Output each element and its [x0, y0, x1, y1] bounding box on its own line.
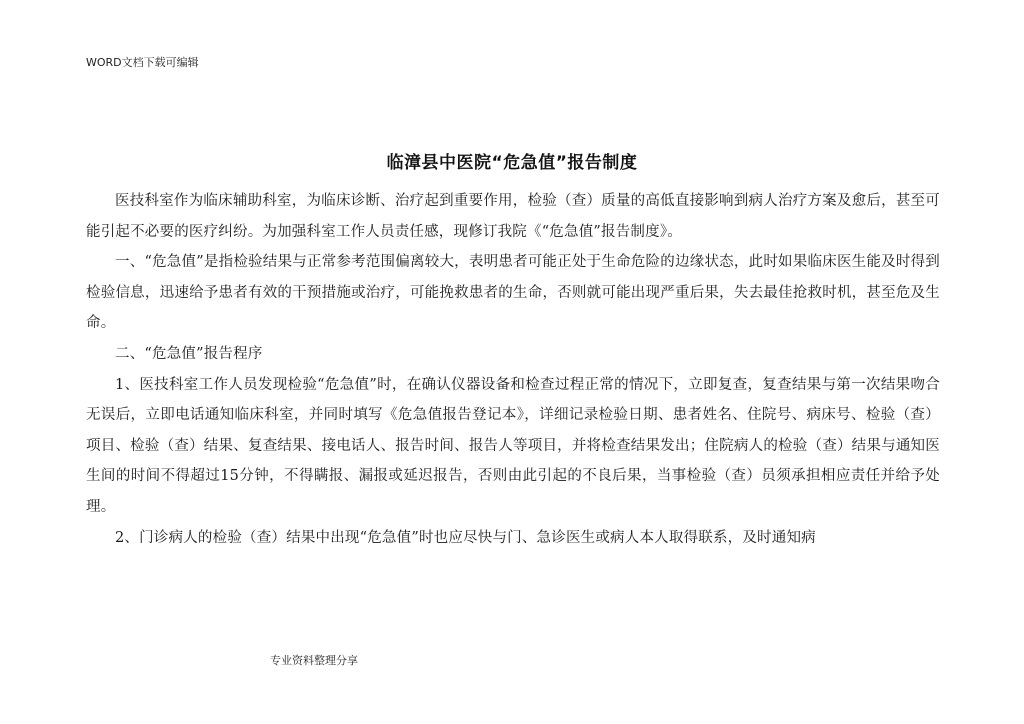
paragraph-procedure-1: 1、医技科室工作人员发现检验“危急值”时，在确认仪器设备和检查过程正常的情况下，立即复查，复查结果与第一次结果吻合无误后，立即电话通知临床科室，并同时填写《危急值报告登记本》，详细记录检验日期、患者姓名、住院号、病床号、检验（查）项目、检验（查）结果、复查结果、接电话人、报告时间、报告人等项目，并将检查结果发出；住院病人的检验（查）结果与通知医生间的时间不得超过15分钟，不得瞒报、漏报或延迟报告，否则由此引起的不良后果，当事检验（查）员须承担相应责任并给予处理。	[86, 376, 940, 515]
paragraph-intro: 医技科室作为临床辅助科室，为临床诊断、治疗起到重要作用，检验（查）质量的高低直接影响到病人治疗方案及愈后，甚至可能引起不必要的医疗纠纷。为加强科室工作人员责任感，现修订我院《“危急值”报告制度》。	[86, 193, 940, 240]
paragraph-definition: 一、“危急值”是指检验结果与正常参考范围偏离较大，表明患者可能正处于生命危险的边缘状态，此时如果临床医生能及时得到检验信息，迅速给予患者有效的干预措施或治疗，可能挽救患者的生命，否则就可能出现严重后果，失去最佳抢救时机，甚至危及生命。	[86, 254, 940, 332]
paragraph-section-heading: 二、“危急值”报告程序	[115, 345, 263, 362]
document-body	[86, 186, 940, 553]
paragraph-procedure-2: 2、门诊病人的检验（查）结果中出现“危急值”时也应尽快与门、急诊医生或病人本人取得联系，及时通知病	[115, 529, 816, 546]
header-note: WORD文档下载可编辑	[86, 56, 199, 69]
document-title: 临漳县中医院“危急值”报告制度	[386, 153, 638, 173]
footer-note: 专业资料整理分享	[270, 654, 358, 667]
